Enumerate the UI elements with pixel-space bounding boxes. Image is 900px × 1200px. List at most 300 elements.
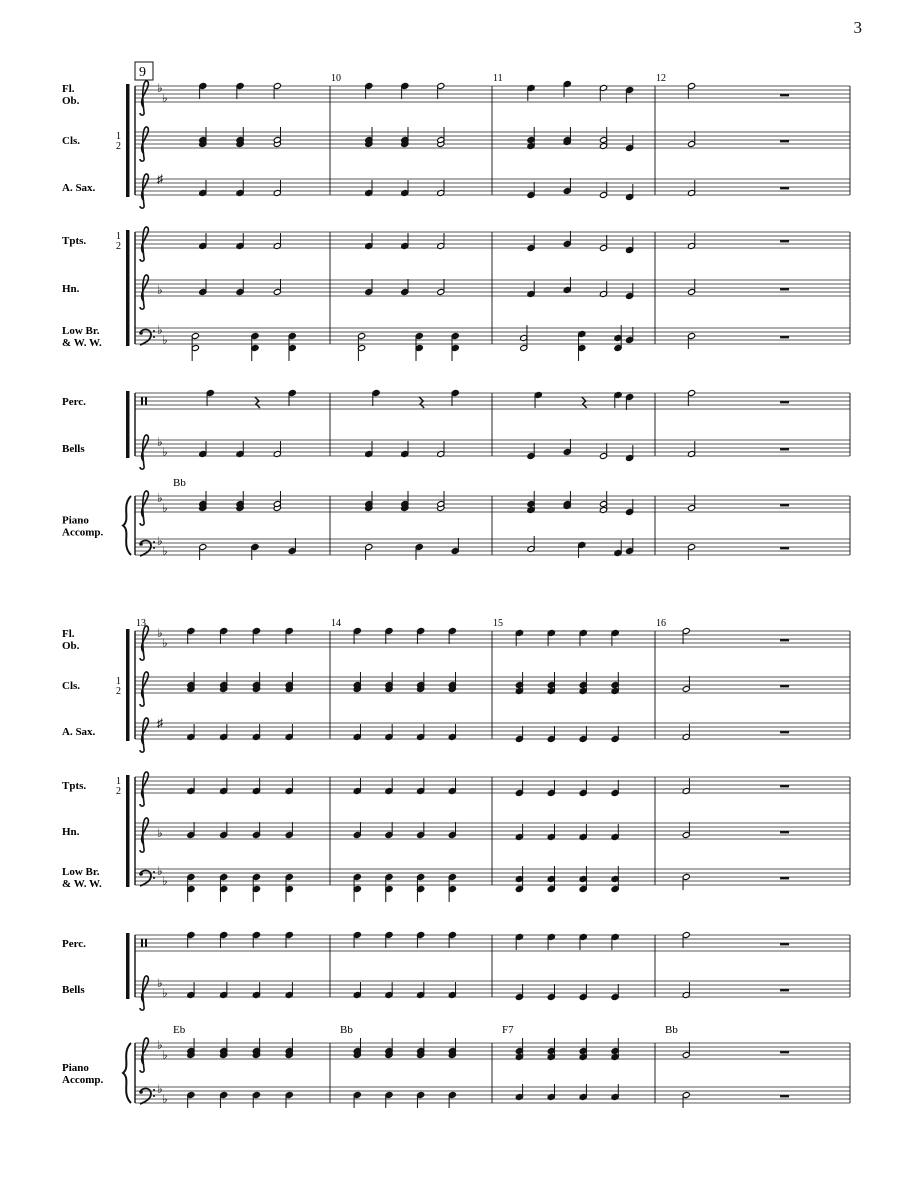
instrument-label-asax	[62, 182, 96, 194]
note	[437, 82, 445, 99]
note	[288, 332, 296, 361]
note	[353, 1091, 361, 1108]
note	[579, 672, 587, 695]
instrument-label-fl	[62, 83, 80, 107]
note	[288, 389, 296, 406]
note	[206, 389, 214, 406]
staff	[135, 626, 850, 660]
flat-icon: ♭	[162, 501, 168, 515]
note	[251, 332, 259, 361]
instrument-label-tpts	[62, 231, 121, 252]
note	[626, 283, 634, 300]
note	[273, 441, 281, 458]
note	[353, 1038, 361, 1059]
instrument-label-tpts	[62, 776, 121, 797]
rest-icon	[780, 240, 789, 242]
flat-icon: ♭	[162, 1092, 168, 1106]
note	[220, 931, 228, 948]
rest-icon	[780, 685, 789, 687]
rest-icon	[780, 187, 789, 189]
note	[417, 627, 425, 644]
note	[365, 543, 373, 560]
flat-icon: ♭	[157, 976, 163, 990]
flat-icon: ♭	[157, 283, 163, 297]
note	[252, 1038, 260, 1059]
note	[527, 491, 535, 514]
note	[611, 824, 619, 841]
instrument-label-bells	[62, 443, 85, 455]
svg-text:& W. W.: & W. W.	[62, 337, 102, 349]
group-bracket	[126, 775, 130, 887]
note	[365, 491, 373, 512]
note	[199, 180, 207, 197]
note	[687, 495, 695, 512]
note	[415, 543, 423, 560]
measure-number: 15	[493, 618, 503, 629]
svg-text:Tpts.: Tpts.	[62, 780, 87, 792]
note	[273, 180, 281, 197]
note	[199, 441, 207, 458]
note	[236, 180, 244, 197]
flat-icon: ♭	[162, 445, 168, 459]
note	[273, 491, 281, 512]
note	[515, 1084, 523, 1101]
svg-text:Ob.: Ob.	[62, 95, 80, 107]
note	[527, 443, 535, 460]
note	[687, 180, 695, 197]
staff	[135, 127, 850, 161]
note	[547, 984, 555, 1001]
note	[372, 389, 380, 406]
note	[251, 543, 259, 560]
note	[187, 873, 195, 902]
note	[252, 873, 260, 902]
note	[353, 724, 361, 741]
note	[547, 629, 555, 646]
note	[285, 822, 293, 839]
note	[252, 672, 260, 693]
note	[353, 982, 361, 999]
note	[285, 778, 293, 795]
staff	[135, 864, 850, 902]
rest-icon	[780, 989, 789, 991]
note	[285, 982, 293, 999]
note	[220, 982, 228, 999]
note	[515, 780, 523, 797]
instrument-label-cls	[62, 131, 121, 152]
svg-text:2: 2	[116, 141, 121, 152]
note	[353, 873, 361, 902]
note	[401, 127, 409, 148]
note	[579, 780, 587, 797]
note	[520, 325, 528, 352]
note	[582, 397, 587, 408]
note	[547, 824, 555, 841]
note	[563, 231, 571, 248]
note	[401, 233, 409, 250]
note	[626, 393, 634, 410]
note	[236, 127, 244, 148]
staff	[135, 172, 850, 208]
flat-icon: ♭	[162, 1048, 168, 1062]
note	[527, 182, 535, 199]
note	[236, 441, 244, 458]
note	[547, 1038, 555, 1061]
svg-text:Low Br.: Low Br.	[62, 325, 100, 337]
instrument-label-hn	[62, 283, 80, 295]
rest-icon	[780, 140, 789, 142]
svg-text:A. Sax.: A. Sax.	[62, 182, 96, 194]
note	[285, 873, 293, 902]
note	[599, 127, 607, 150]
svg-text:2: 2	[116, 786, 121, 797]
staff	[135, 435, 850, 469]
note	[358, 332, 366, 361]
note	[385, 1038, 393, 1059]
measure-number: 11	[493, 73, 503, 84]
note	[236, 279, 244, 296]
group-bracket	[126, 230, 130, 346]
note	[682, 1042, 690, 1059]
staff	[135, 227, 850, 261]
instrument-label-fl	[62, 628, 80, 652]
note	[385, 931, 393, 948]
note	[187, 1038, 195, 1059]
note	[534, 391, 542, 408]
note	[563, 80, 571, 97]
note	[687, 389, 695, 406]
svg-text:9: 9	[139, 65, 146, 80]
note	[448, 931, 456, 948]
note	[187, 724, 195, 741]
note	[614, 540, 622, 557]
note	[682, 822, 690, 839]
svg-text:2: 2	[116, 241, 121, 252]
note	[187, 931, 195, 948]
staff	[135, 931, 850, 951]
note	[417, 931, 425, 948]
note	[527, 281, 535, 298]
note	[448, 822, 456, 839]
instrument-label-lowbr	[62, 325, 102, 349]
note	[448, 982, 456, 999]
flat-icon: ♭	[162, 91, 168, 105]
staff	[135, 389, 850, 410]
staff	[135, 491, 850, 525]
note	[417, 1038, 425, 1059]
note	[401, 441, 409, 458]
note	[626, 86, 634, 103]
note	[547, 726, 555, 743]
flat-icon: ♭	[162, 874, 168, 888]
note	[385, 982, 393, 999]
note	[448, 627, 456, 644]
note	[273, 82, 281, 99]
svg-text:2: 2	[116, 686, 121, 697]
note	[448, 1091, 456, 1108]
svg-text:Perc.: Perc.	[62, 396, 86, 408]
measure-number: 10	[331, 73, 341, 84]
note	[563, 178, 571, 195]
note	[187, 627, 195, 644]
svg-text:Hn.: Hn.	[62, 283, 80, 295]
note	[385, 778, 393, 795]
staff	[135, 672, 850, 706]
note	[252, 627, 260, 644]
flat-icon: ♭	[157, 826, 163, 840]
note	[365, 279, 373, 296]
note	[448, 778, 456, 795]
note	[451, 389, 459, 406]
note	[415, 332, 423, 361]
note	[365, 127, 373, 148]
note	[417, 672, 425, 693]
note	[417, 822, 425, 839]
note	[401, 82, 409, 99]
note	[626, 538, 634, 555]
note	[252, 822, 260, 839]
note	[614, 391, 622, 408]
flat-icon: ♭	[157, 534, 163, 548]
measure-number: 13	[136, 618, 146, 629]
instrument-label-piano	[62, 515, 103, 539]
note	[417, 1091, 425, 1108]
note	[515, 629, 523, 646]
note	[599, 443, 607, 460]
note	[288, 538, 296, 555]
note	[682, 1091, 690, 1108]
flat-icon: ♭	[157, 1038, 163, 1052]
note	[611, 1084, 619, 1101]
flat-icon: ♭	[157, 435, 163, 449]
note	[682, 873, 690, 890]
note	[255, 397, 260, 408]
note	[599, 491, 607, 514]
svg-text:& W. W.: & W. W.	[62, 878, 102, 890]
rest-icon	[780, 547, 789, 549]
chord-symbol: Bb	[173, 477, 186, 489]
note	[353, 931, 361, 948]
note	[611, 984, 619, 1001]
page-number: 3	[853, 18, 862, 37]
rest-icon	[780, 401, 789, 403]
note	[448, 672, 456, 693]
instrument-label-lowbr	[62, 866, 102, 890]
staff	[135, 716, 850, 752]
instrument-label-piano	[62, 1062, 103, 1086]
note	[353, 627, 361, 644]
note	[682, 778, 690, 795]
note	[236, 491, 244, 512]
note	[187, 982, 195, 999]
measure-number: 12	[656, 73, 666, 84]
note	[599, 84, 607, 101]
note	[191, 332, 199, 361]
svg-text:Tpts.: Tpts.	[62, 235, 87, 247]
note	[626, 135, 634, 152]
note	[220, 822, 228, 839]
note	[626, 237, 634, 254]
rest-icon	[780, 336, 789, 338]
note	[385, 724, 393, 741]
measure-number: 16	[656, 618, 666, 629]
note	[611, 866, 619, 893]
sharp-icon: ♯	[157, 716, 163, 730]
note	[579, 866, 587, 893]
note	[448, 724, 456, 741]
flat-icon: ♭	[157, 626, 163, 640]
flat-icon: ♭	[162, 986, 168, 1000]
note	[682, 676, 690, 693]
note	[285, 627, 293, 644]
note	[365, 180, 373, 197]
rest-icon	[780, 94, 789, 96]
note	[547, 672, 555, 695]
note	[285, 724, 293, 741]
note	[451, 538, 459, 555]
note	[448, 1038, 456, 1059]
note	[578, 541, 586, 558]
note	[527, 536, 535, 553]
rest-icon	[780, 1051, 789, 1053]
note	[547, 866, 555, 893]
svg-text:Fl.: Fl.	[62, 628, 75, 640]
piano-brace	[123, 496, 131, 555]
note	[401, 279, 409, 296]
note	[273, 279, 281, 296]
note	[687, 279, 695, 296]
note	[626, 327, 634, 344]
note	[252, 778, 260, 795]
note	[687, 131, 695, 148]
note	[579, 824, 587, 841]
note	[417, 873, 425, 902]
note	[579, 629, 587, 646]
note	[611, 1038, 619, 1061]
staff	[135, 1038, 850, 1072]
rest-icon	[780, 504, 789, 506]
note	[579, 1084, 587, 1101]
score-system	[62, 618, 850, 1108]
note	[417, 724, 425, 741]
note	[682, 982, 690, 999]
rest-icon	[780, 448, 789, 450]
flat-icon: ♭	[162, 544, 168, 558]
note	[611, 629, 619, 646]
note	[687, 441, 695, 458]
note	[448, 873, 456, 902]
note	[451, 332, 459, 361]
note	[385, 1091, 393, 1108]
svg-text:Low Br.: Low Br.	[62, 866, 100, 878]
note	[579, 984, 587, 1001]
rest-icon	[780, 943, 789, 945]
note	[687, 82, 695, 99]
note	[437, 233, 445, 250]
chord-symbol: Bb	[665, 1024, 678, 1036]
chord-symbol: F7	[502, 1024, 514, 1036]
note	[365, 441, 373, 458]
note	[579, 726, 587, 743]
svg-text:1: 1	[116, 231, 121, 242]
group-bracket	[126, 629, 130, 741]
note	[187, 822, 195, 839]
note	[199, 279, 207, 296]
svg-text:Accomp.: Accomp.	[62, 1074, 104, 1086]
rest-icon	[780, 639, 789, 641]
svg-text:Bells: Bells	[62, 984, 85, 996]
note	[365, 82, 373, 99]
note	[682, 724, 690, 741]
note	[687, 543, 695, 560]
rehearsal-mark	[135, 62, 153, 80]
note	[515, 933, 523, 950]
note	[385, 822, 393, 839]
note	[515, 726, 523, 743]
note	[599, 281, 607, 298]
note	[437, 441, 445, 458]
note	[401, 491, 409, 512]
note	[563, 439, 571, 456]
note	[187, 672, 195, 693]
svg-text:Cls.: Cls.	[62, 135, 81, 147]
sharp-icon: ♯	[157, 172, 163, 186]
group-bracket	[126, 391, 130, 458]
group-bracket	[126, 933, 130, 999]
note	[437, 491, 445, 512]
staff	[135, 275, 850, 309]
note	[611, 672, 619, 695]
note	[547, 1084, 555, 1101]
svg-text:Piano: Piano	[62, 514, 89, 527]
flat-icon: ♭	[162, 333, 168, 347]
instrument-label-perc	[62, 938, 86, 950]
instrument-label-hn	[62, 826, 80, 838]
instrument-label-asax	[62, 726, 96, 738]
note	[687, 332, 695, 349]
note	[285, 1091, 293, 1108]
staff	[135, 1082, 850, 1108]
score-system	[62, 73, 850, 560]
instrument-label-cls	[62, 676, 121, 697]
note	[353, 822, 361, 839]
note	[273, 233, 281, 250]
note	[687, 233, 695, 250]
note	[220, 1091, 228, 1108]
svg-text:Perc.: Perc.	[62, 938, 86, 950]
note	[515, 824, 523, 841]
note	[353, 778, 361, 795]
note	[385, 627, 393, 644]
note	[385, 873, 393, 902]
note	[220, 873, 228, 902]
note	[417, 982, 425, 999]
chord-symbol: Eb	[173, 1024, 186, 1036]
staff	[135, 772, 850, 806]
instrument-label-perc	[62, 396, 86, 408]
note	[252, 982, 260, 999]
note	[199, 127, 207, 148]
note	[419, 397, 424, 408]
svg-text:Cls.: Cls.	[62, 680, 81, 692]
svg-text:1: 1	[116, 131, 121, 142]
note	[417, 778, 425, 795]
note	[220, 1038, 228, 1059]
rest-icon	[780, 877, 789, 879]
group-bracket	[126, 84, 130, 197]
staff	[135, 818, 850, 852]
note	[547, 933, 555, 950]
